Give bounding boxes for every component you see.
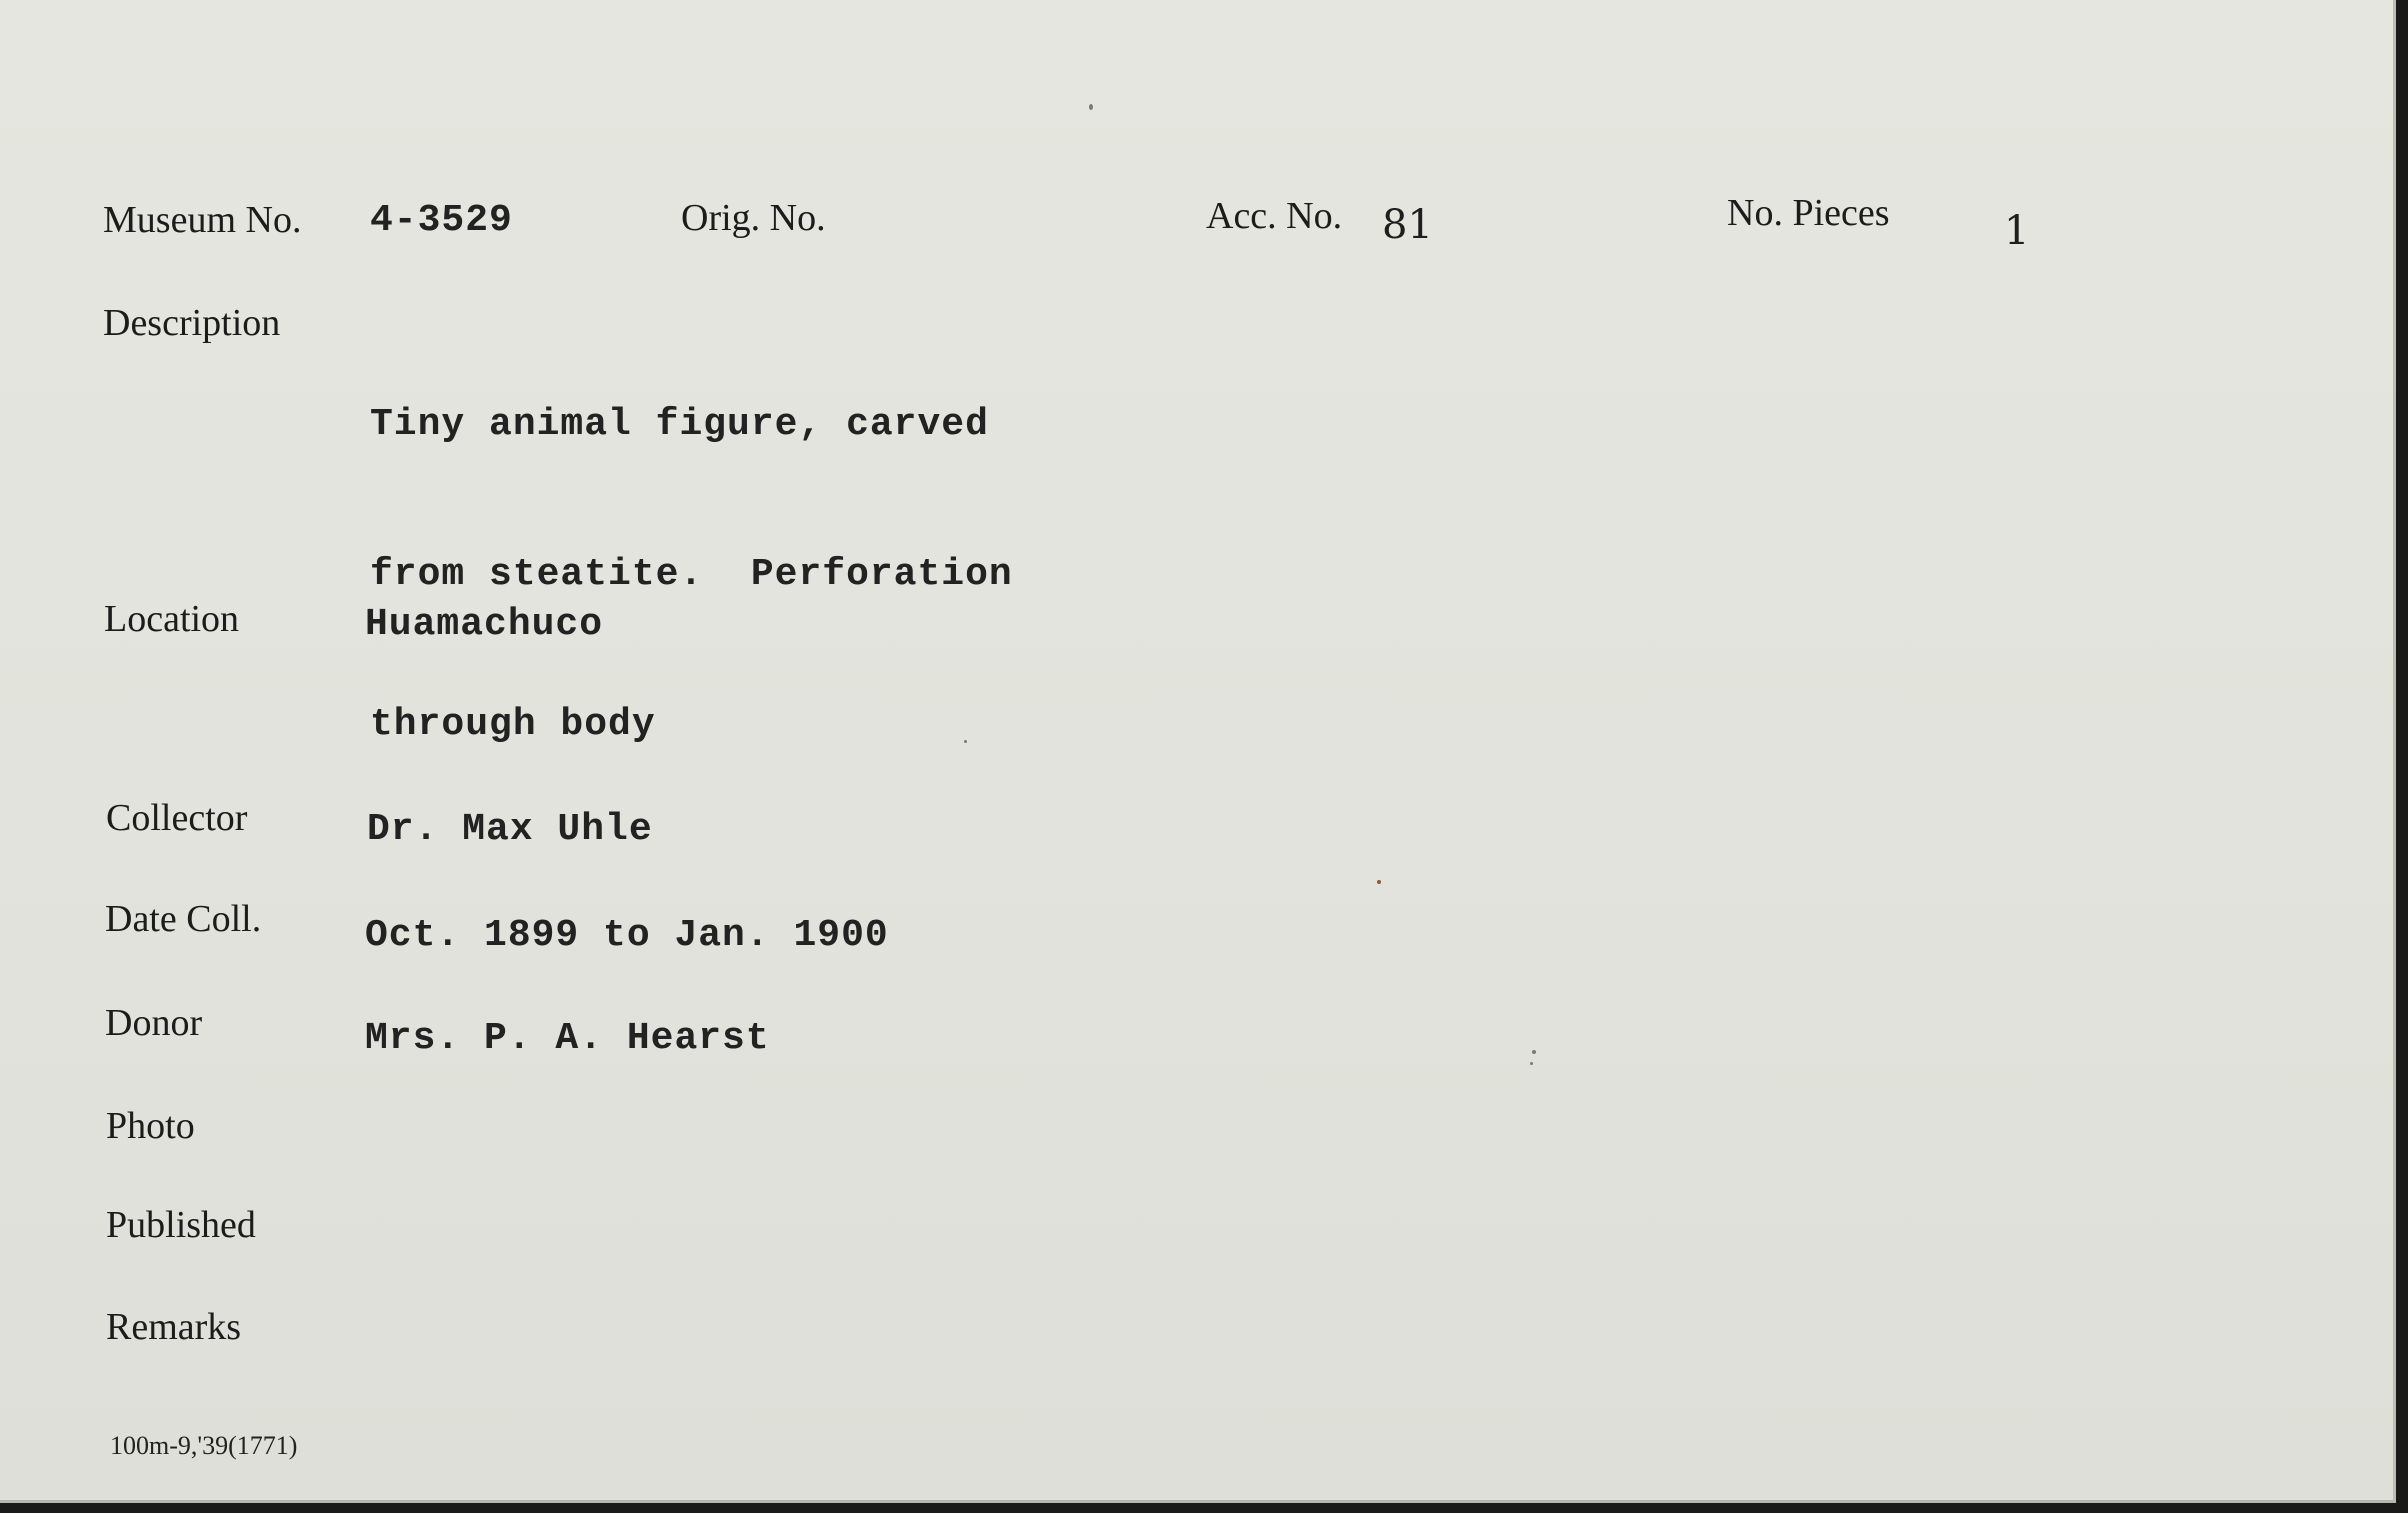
acc-no-label: Acc. No. [1206, 195, 1343, 237]
description-line: through body [370, 703, 656, 746]
collector-label: Collector [106, 797, 248, 839]
orig-no-label: Orig. No. [681, 197, 826, 239]
no-pieces-label: No. Pieces [1727, 192, 1890, 234]
scan-speck [964, 740, 967, 743]
scan-speck [1089, 104, 1093, 110]
description-value [370, 300, 1013, 850]
acc-no-value: 81 [1382, 202, 1433, 248]
collector-value: Dr. Max Uhle [367, 808, 653, 851]
scan-speck [1532, 1050, 1536, 1054]
location-value: Huamachuco [365, 603, 604, 646]
date-coll-value: Oct. 1899 to Jan. 1900 [365, 914, 889, 957]
no-pieces-value: 1 [2004, 208, 2030, 254]
museum-no-value: 4-3529 [370, 199, 513, 242]
description-line: from steatite. Perforation [370, 553, 1013, 596]
donor-label: Donor [105, 1002, 203, 1044]
photo-label: Photo [106, 1105, 195, 1147]
form-code: 100m-9,'39(1771) [110, 1431, 298, 1460]
scan-speck [1530, 1062, 1533, 1065]
remarks-label: Remarks [106, 1306, 242, 1348]
published-label: Published [106, 1204, 256, 1246]
description-label: Description [103, 302, 281, 344]
location-label: Location [104, 598, 240, 640]
donor-value: Mrs. P. A. Hearst [365, 1017, 770, 1060]
date-coll-label: Date Coll. [105, 898, 262, 940]
scan-speck [1377, 880, 1381, 884]
museum-no-label: Museum No. [103, 199, 302, 241]
description-line: Tiny animal figure, carved [370, 403, 989, 446]
